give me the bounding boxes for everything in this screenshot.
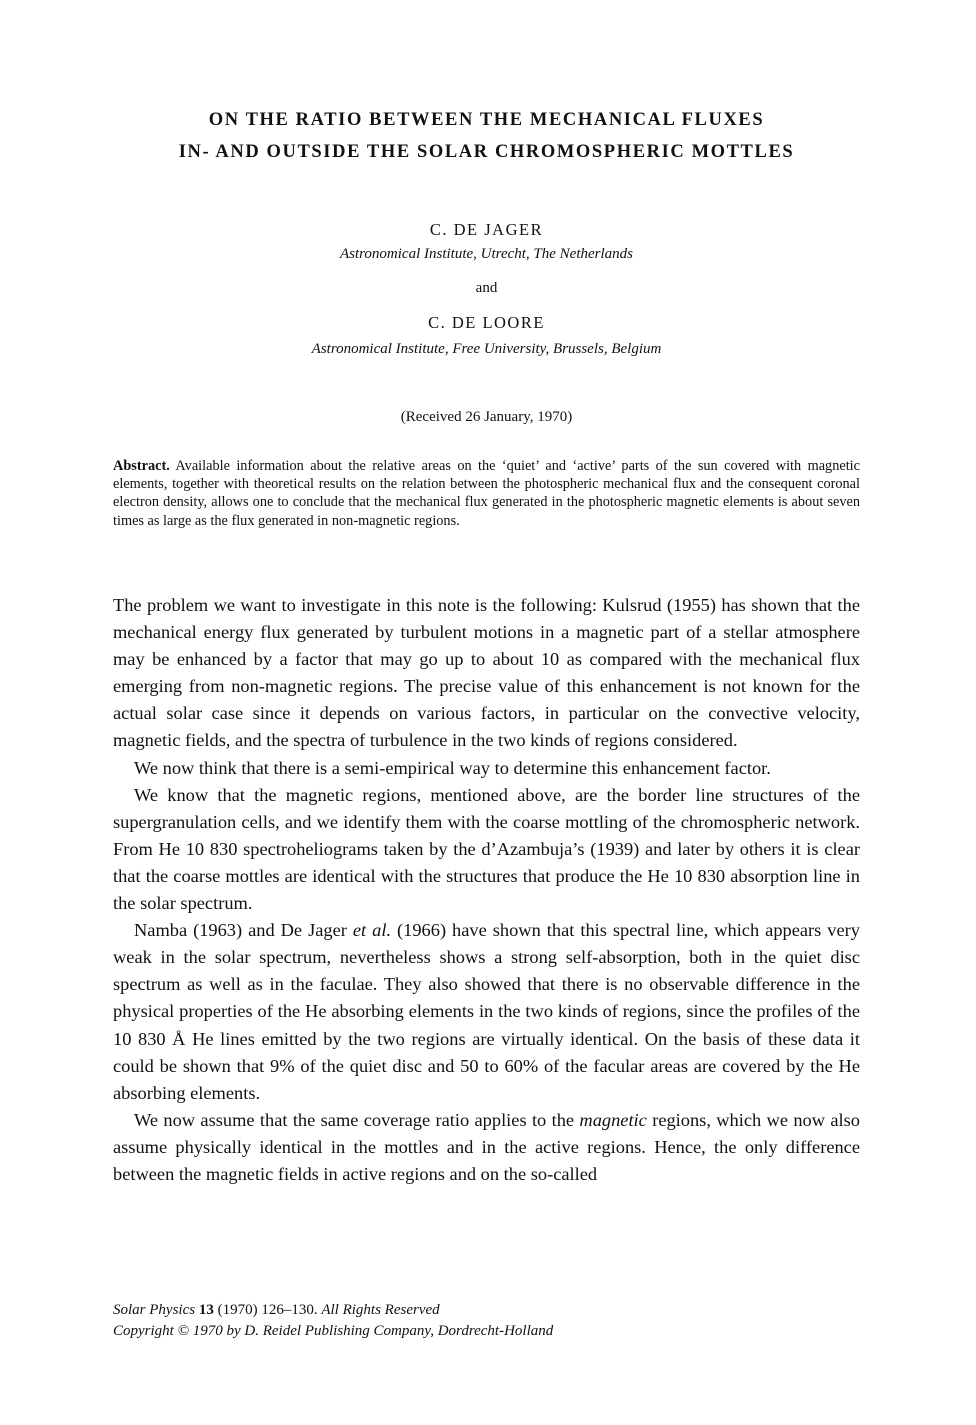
paper-title <box>113 104 860 168</box>
paragraph-5-part-a: We now assume that the same coverage ratio applies to the <box>134 1109 580 1130</box>
journal-name: Solar Physics <box>113 1302 196 1318</box>
received-date: (Received 26 January, 1970) <box>400 409 573 425</box>
journal-pages: (1970) 126–130. <box>213 1302 322 1318</box>
author-1-name: C. DE JAGER <box>429 220 544 239</box>
paragraph-3: We know that the magnetic regions, mentioned above, are the border line structures of the supergranulation cells, and we identify them with the coarse mottling of the chromospheric network. From He 10 830 spectroheliograms taken by the d’Azambuja’s (1939) and later by others it is clear that the coarse mottles are identical with the structures that produce the He 10 830 absorption line in the solar spectrum. <box>113 784 860 914</box>
journal-rights: All Rights Reserved <box>321 1302 440 1318</box>
abstract-text: Available information about the relative areas on the ‘quiet’ and ‘active’ parts of the sun covered with magnetic elements, together with theoretical results on the relation between the photospheric mechanical flux and the consequent coronal electron density, allows one to conclude that the mechanical flux generated in the photospheric magnetic elements is about seven times as large as the flux generated in non-magnetic regions. <box>113 458 860 529</box>
abstract <box>113 457 860 530</box>
title-line-2: IN- AND OUTSIDE THE SOLAR CHROMOSPHERIC MOTTLES <box>178 142 795 162</box>
author-separator: and <box>475 280 498 296</box>
page-footer <box>113 1300 860 1342</box>
paragraph-2: We now think that there is a semi-empirical way to determine this enhancement factor. <box>134 757 771 778</box>
paragraph-5-part-b: regions, which we now also assume physically identical in the mottles and in the active regions. Hence, the only difference between the magnetic fields in active regions and on the so-called <box>113 1109 860 1184</box>
abstract-label: Abstract. <box>113 458 170 474</box>
paragraph-4 <box>113 917 860 1107</box>
copyright-line: Copyright © 1970 by D. Reidel Publishing Company, Dordrecht-Holland <box>113 1323 554 1339</box>
paragraph-5 <box>113 1107 860 1188</box>
author-2-affiliation: Astronomical Institute, Free University, Brussels, Belgium <box>311 341 662 357</box>
paragraph-4-part-b: (1966) have shown that this spectral line, which appears very weak in the solar spectrum, nevertheless shows a strong self-absorption, both in the quiet disc spectrum as well as in the faculae. They also showed that there is no observable difference in the physical properties of the He absorbing elements in the two kinds of regions, since the profiles of the 10 830 Å He lines emitted by the two regions are virtually identical. On the basis of these data it could be shown that 9% of the quiet disc and 50 to 60% of the facular areas are covered by the He absorbing elements. <box>113 920 860 1103</box>
paragraph-4-etal: et al. <box>352 920 392 941</box>
paragraph-1: The problem we want to investigate in this note is the following: Kulsrud (1955) has shown that the mechanical energy flux generated by turbulent motions in a magnetic part of a stellar atmosphere may be enhanced by a factor that may go up to about 10 as compared with the mechanical flux emerging from non-magnetic regions. The precise value of this enhancement is not known for the actual solar case since it depends on various factors, in particular on the convective velocity, magnetic fields, and the spectra of turbulence in the two kinds of regions considered. <box>113 595 860 751</box>
author-1-affiliation: Astronomical Institute, Utrecht, The Netherlands <box>339 246 634 262</box>
journal-citation <box>113 1300 860 1321</box>
paragraph-4-part-a: Namba (1963) and De Jager <box>134 920 353 941</box>
journal-volume: 13 <box>198 1302 214 1318</box>
author-2-name: C. DE LOORE <box>428 313 545 332</box>
paragraph-5-emphasis: magnetic <box>579 1109 647 1130</box>
title-line-1: ON THE RATIO BETWEEN THE MECHANICAL FLUXES <box>208 110 765 130</box>
body-text <box>113 592 860 1188</box>
